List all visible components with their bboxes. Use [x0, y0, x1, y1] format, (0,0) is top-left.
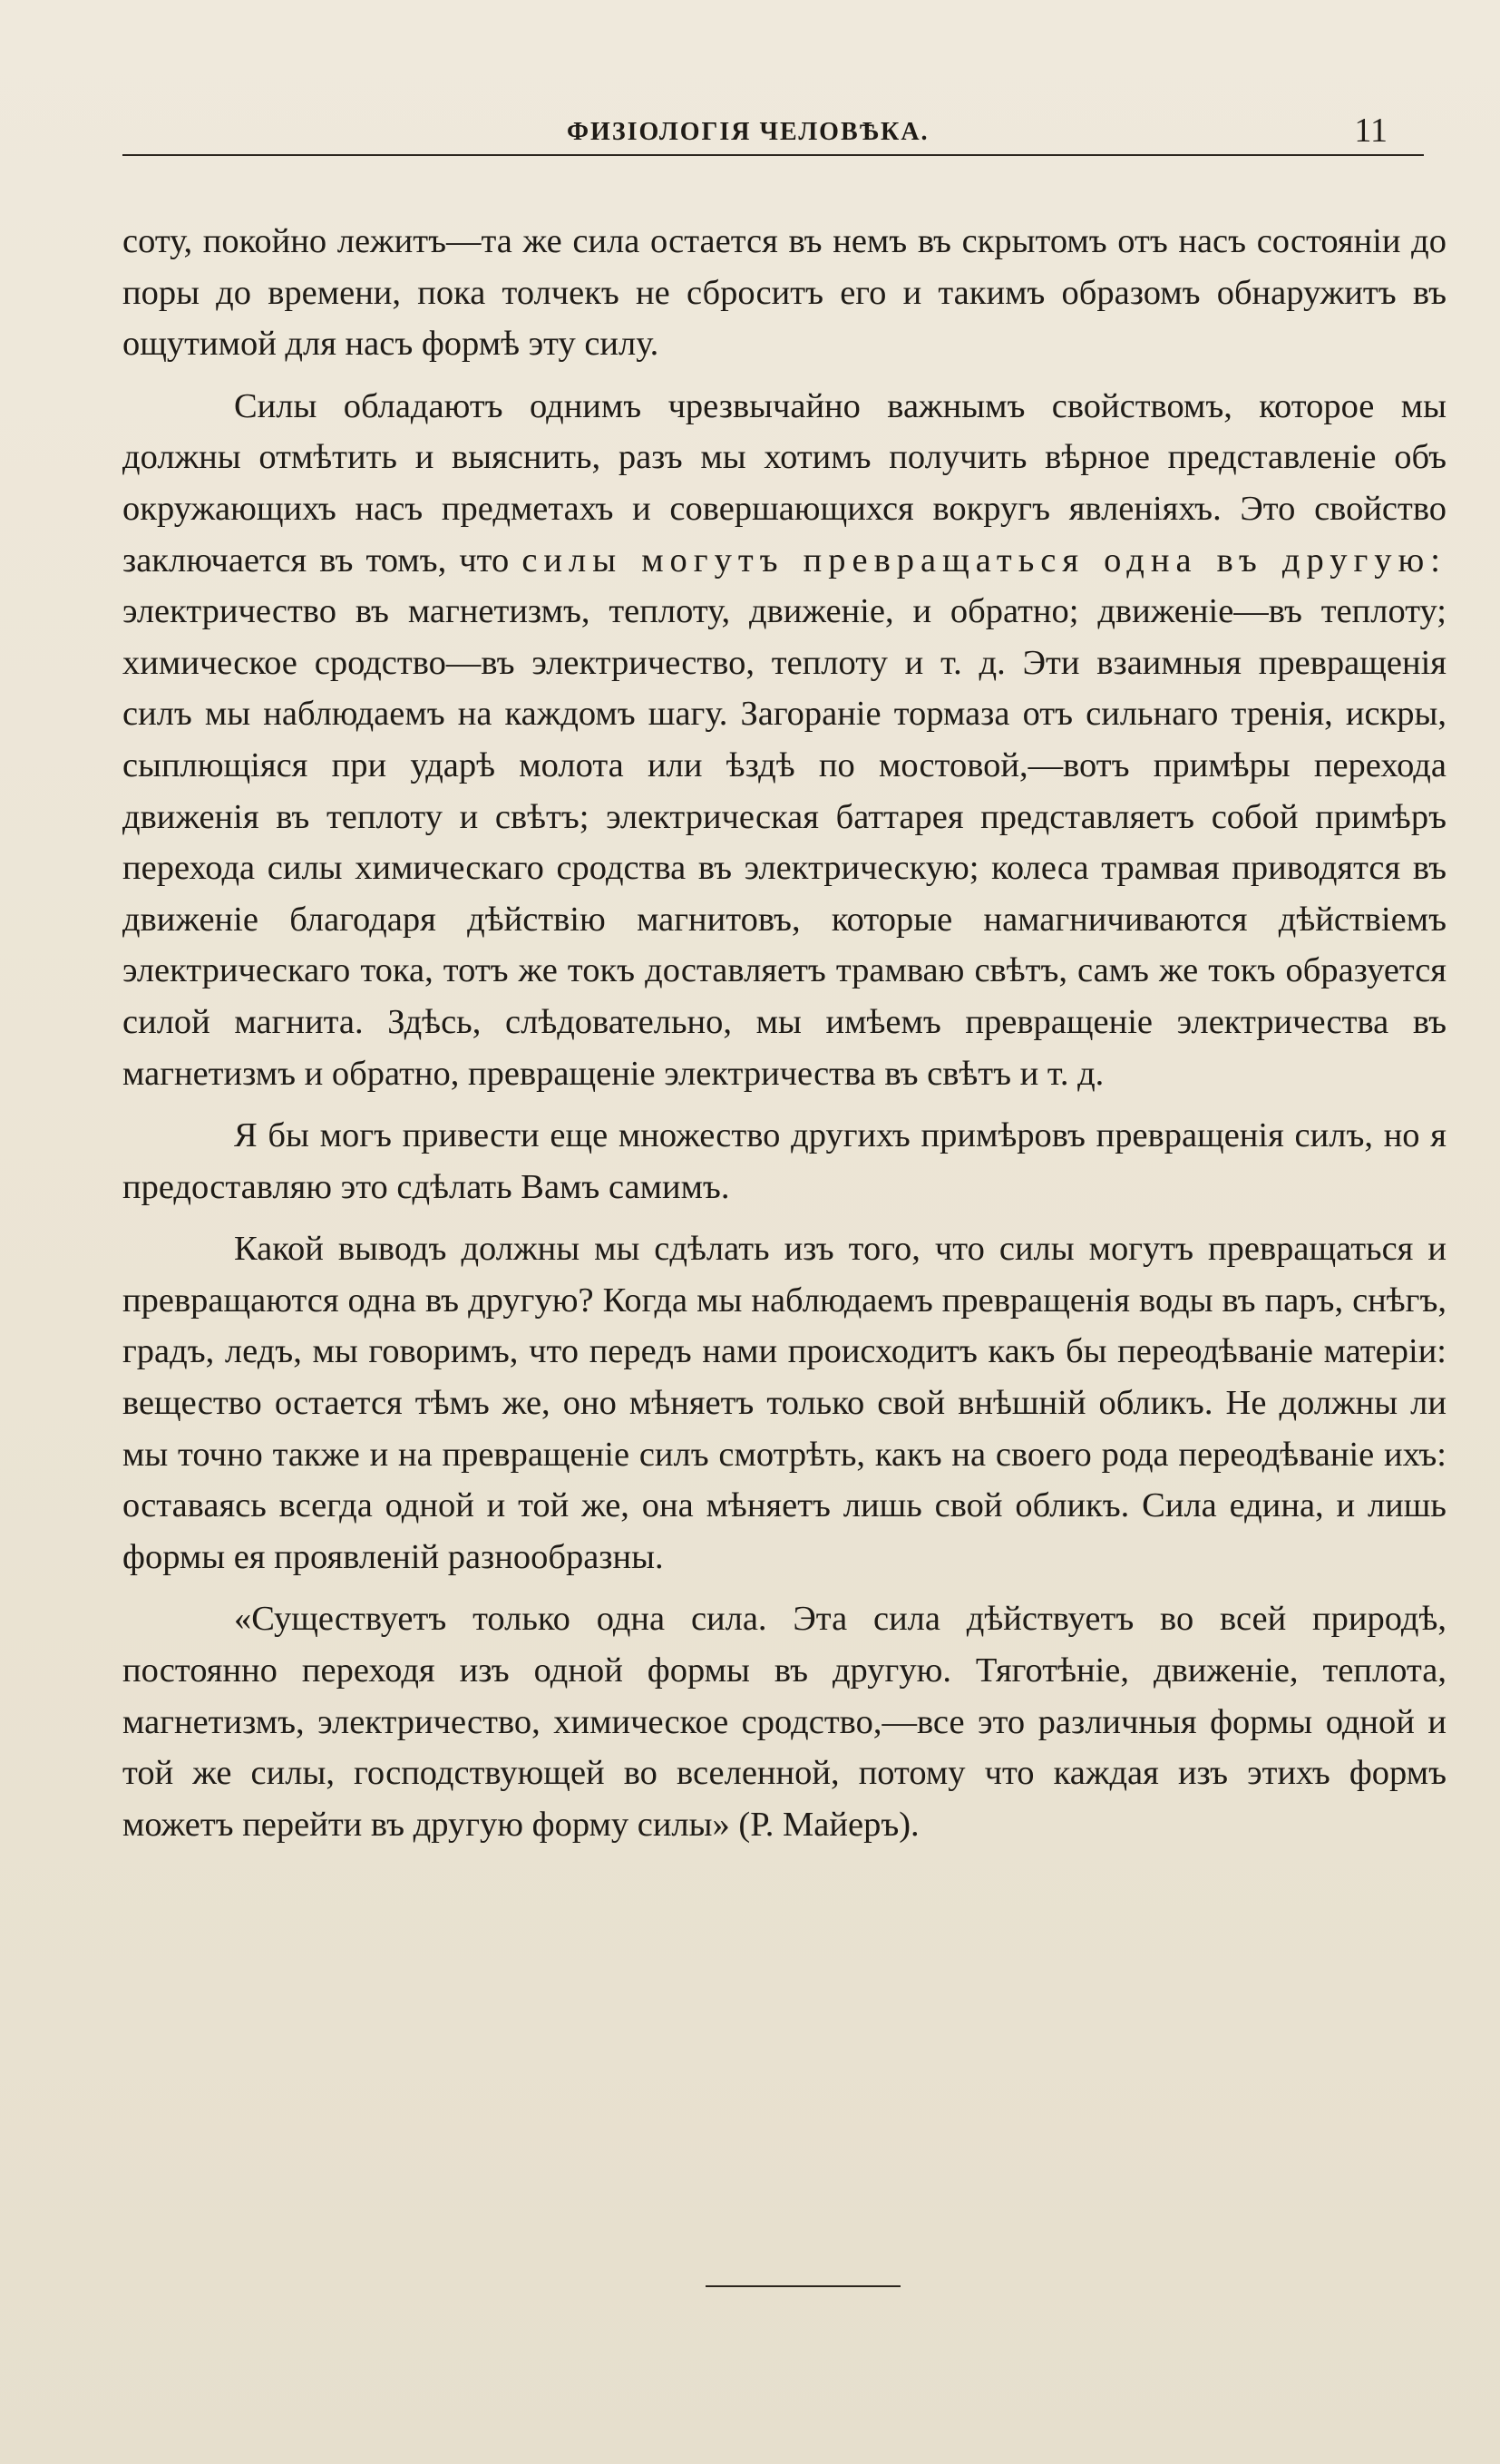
- paragraph-5-quote: «Существуетъ только одна сила. Эта сила дѣйствуетъ во всей природѣ, постоянно переходя изъ одной формы въ другую. Тяготѣніе, движеніе, теплота, магнетизмъ, электричество, химическое сродство,—все это различныя формы одной и той же силы, господствующей во вселенной, потому что каждая изъ этихъ формъ можетъ перейти въ другую форму силы» (Р. Майеръ).: [122, 1600, 1446, 1844]
- page-number: 11: [1354, 112, 1388, 150]
- paragraph-4: Какой выводъ должны мы сдѣлать изъ того, что силы могутъ превращаться и превращаются одна въ другую? Когда мы наблюдаемъ превращенія воды въ паръ, снѣгъ, градъ, ледъ, мы говоримъ, что передъ нами происходитъ какъ бы переодѣваніе матеріи: вещество остается тѣмъ же, оно мѣняетъ только свой внѣшній обликъ. Не должны ли мы точно также и на превращеніе силъ смотрѣть, какъ на своего рода переодѣваніе ихъ: оставаясь всегда одной и той же, она мѣняетъ лишь свой обликъ. Сила едина, и лишь формы ея проявленій разнообразны.: [122, 1230, 1446, 1576]
- paragraph-1: соту, покойно лежитъ—та же сила остается въ немъ въ скрытомъ отъ насъ состояніи до поры до времени, пока толчекъ не сброситъ его и такимъ образомъ обнаружитъ въ ощутимой для насъ формѣ эту силу.: [122, 222, 1446, 364]
- body-text: [122, 216, 1446, 1861]
- paragraph-2-spaced-emphasis: силы могутъ превращаться одна въ другую:: [521, 541, 1446, 579]
- header-rule: [122, 154, 1424, 156]
- running-title: ФИЗІОЛОГІЯ ЧЕЛОВѢКА.: [567, 118, 930, 146]
- paragraph-2: [122, 381, 1446, 1099]
- paragraph-3: Я бы могъ привести еще множество другихъ примѣровъ превращенія силъ, но я предоставляю это сдѣлать Вамъ самимъ.: [122, 1116, 1446, 1206]
- page-header: [122, 109, 1424, 154]
- paragraph-2-end: электричество въ магнетизмъ, теплоту, движеніе, и обратно; движеніе—въ теплоту; химическое сродство—въ электричество, теплоту и т. д. Эти взаимныя превращенія силъ мы наблюдаемъ на каждомъ шагу. Загораніе тормаза отъ сильнаго тренія, искры, сыплющіяся при ударѣ молота или ѣздѣ по мостовой,—вотъ примѣры перехода движенія въ теплоту и свѣтъ; электрическая баттарея представляетъ собой примѣръ перехода силы химическаго сродства въ электрическую; колеса трамвая приводятся въ движеніе благодаря дѣйствію магнитовъ, которые намагничиваются дѣйствіемъ электрическаго тока, тотъ же токъ доставляетъ трамваю свѣтъ, самъ же токъ образуется силой магнита. Здѣсь, слѣдовательно, мы имѣемъ превращеніе электричества въ магнетизмъ и обратно, превращеніе электричества въ свѣтъ и т. д.: [122, 592, 1446, 1093]
- end-rule: [706, 2285, 901, 2287]
- paragraph-2-start: Силы обладаютъ однимъ чрезвычайно важнымъ свойствомъ, которое мы должны отмѣтить и выяснить, разъ мы хотимъ получить вѣрное представленіе объ окружающихъ насъ предметахъ и совершающихся вокругъ явленіяхъ. Это свойство заключается въ томъ, что: [122, 386, 1446, 579]
